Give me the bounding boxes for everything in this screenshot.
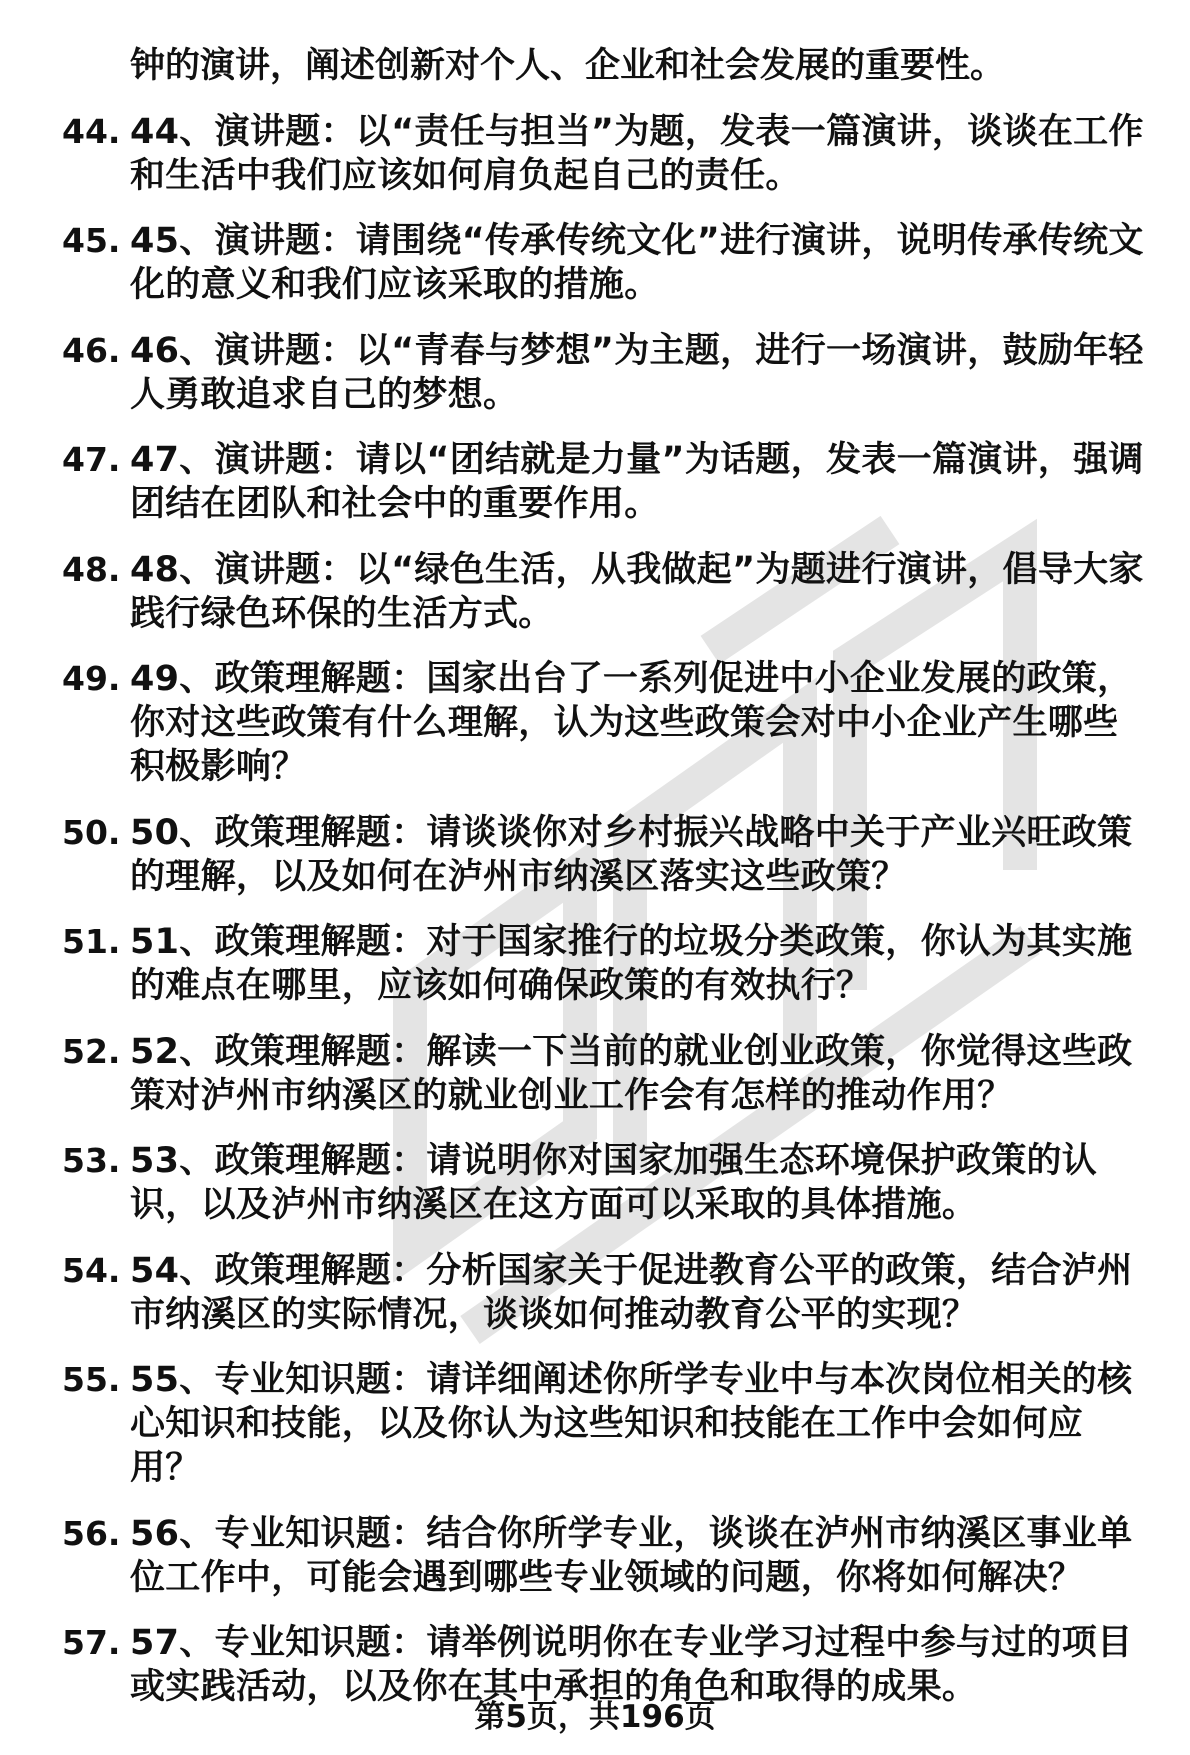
list-item xyxy=(62,548,1152,636)
question-number: 56. xyxy=(62,1513,121,1553)
question-number: 51. xyxy=(62,922,121,961)
question-text: 46、演讲题：以“青春与梦想”为主题，进行一场演讲，鼓励年轻人勇敢追求自己的梦想。 xyxy=(130,330,1144,415)
list-item xyxy=(62,1139,1152,1227)
question-text: 56、专业知识题：结合你所学专业，谈谈在泸州市纳溪区事业单位工作中，可能会遇到哪些专业领域的问题，你将如何解决？ xyxy=(130,1513,1133,1598)
page-footer: 第5页，共196页 xyxy=(474,1699,716,1735)
list-item xyxy=(62,657,1152,789)
question-text: 50、政策理解题：请谈谈你对乡村振兴战略中关于产业兴旺政策的理解，以及如何在泸州市纳溪区落实这些政策？ xyxy=(130,812,1133,897)
question-text: 52、政策理解题：解读一下当前的就业创业政策，你觉得这些政策对泸州市纳溪区的就业创业工作会有怎样的推动作用？ xyxy=(130,1031,1133,1116)
question-number: 50. xyxy=(62,812,121,852)
question-number: 52. xyxy=(62,1031,121,1071)
list-item xyxy=(62,920,1152,1008)
question-text: 54、政策理解题：分析国家关于促进教育公平的政策，结合泸州市纳溪区的实际情况，谈谈如何推动教育公平的实现？ xyxy=(130,1250,1133,1335)
question-number: 49. xyxy=(62,659,121,698)
question-number: 47. xyxy=(62,440,121,479)
question-text: 53、政策理解题：请说明你对国家加强生态环境保护政策的认识，以及泸州市纳溪区在这方面可以采取的具体措施。 xyxy=(130,1141,1098,1225)
question-number: 53. xyxy=(62,1141,121,1180)
question-list xyxy=(62,110,1152,1710)
list-item xyxy=(62,329,1152,417)
question-number: 46. xyxy=(62,330,121,370)
list-item xyxy=(62,110,1152,198)
list-item xyxy=(62,1358,1152,1490)
question-number: 57. xyxy=(62,1623,121,1662)
question-number: 54. xyxy=(62,1250,121,1290)
question-text: 48、演讲题：以“绿色生活，从我做起”为题进行演讲，倡导大家践行绿色环保的生活方式。 xyxy=(130,549,1144,634)
list-item xyxy=(62,1512,1152,1600)
question-text: 51、政策理解题：对于国家推行的垃圾分类政策，你认为其实施的难点在哪里，应该如何确保政策的有效执行？ xyxy=(130,922,1133,1006)
question-text: 47、演讲题：请以“团结就是力量”为话题，发表一篇演讲，强调团结在团队和社会中的重要作用。 xyxy=(130,440,1144,524)
question-text: 55、专业知识题：请详细阐述你所学专业中与本次岗位相关的核心知识和技能，以及你认为这些知识和技能在工作中会如何应用？ xyxy=(130,1360,1133,1488)
list-item xyxy=(62,1621,1152,1709)
list-item xyxy=(62,1030,1152,1118)
question-text: 57、专业知识题：请举例说明你在专业学习过程中参与过的项目或实践活动，以及你在其中承担的角色和取得的成果。 xyxy=(130,1623,1133,1707)
question-text: 44、演讲题：以“责任与担当”为题，发表一篇演讲，谈谈在工作和生活中我们应该如何肩负起自己的责任。 xyxy=(130,111,1144,196)
question-text: 49、政策理解题：国家出台了一系列促进中小企业发展的政策，你对这些政策有什么理解，认为这些政策会对中小企业产生哪些积极影响？ xyxy=(130,659,1133,787)
question-number: 48. xyxy=(62,549,121,589)
question-number: 45. xyxy=(62,221,121,260)
list-item xyxy=(62,811,1152,899)
list-item xyxy=(62,1249,1152,1337)
question-number: 44. xyxy=(62,111,121,151)
question-section xyxy=(62,44,1152,1709)
question-text: 45、演讲题：请围绕“传承传统文化”进行演讲，说明传承传统文化的意义和我们应该采取的措施。 xyxy=(130,221,1144,305)
intro-paragraph: 钟的演讲，阐述创新对个人、企业和社会发展的重要性。 xyxy=(130,46,1006,86)
question-number: 55. xyxy=(62,1360,121,1399)
list-item xyxy=(62,219,1152,307)
list-item xyxy=(62,438,1152,526)
